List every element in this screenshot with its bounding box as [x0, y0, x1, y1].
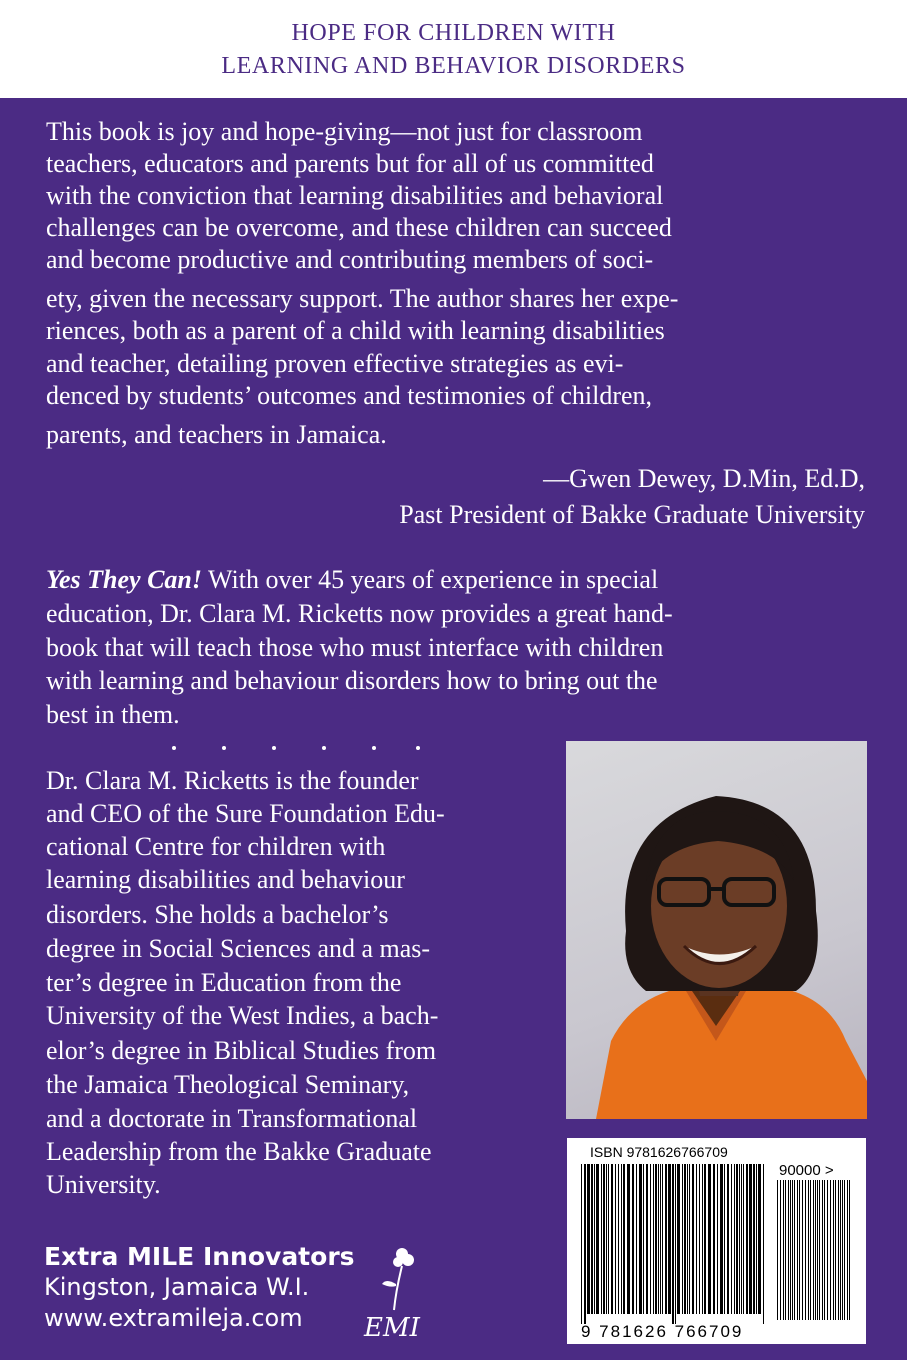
barcode-bar — [753, 1164, 755, 1314]
barcode-bar — [777, 1180, 778, 1320]
barcode-bar — [720, 1164, 723, 1314]
bio-line: and a doctorate in Transformational — [46, 1104, 418, 1133]
barcode-bar — [662, 1164, 663, 1314]
endorsement-line: This book is joy and hope-giving—not just for classroom — [46, 117, 643, 146]
header-title-line-1: HOPE FOR CHILDREN WITH — [291, 20, 616, 46]
barcode-bar — [736, 1164, 738, 1314]
barcode-bar — [584, 1164, 586, 1324]
description-line: best in them. — [46, 700, 180, 729]
barcode-bar — [665, 1164, 667, 1314]
isbn-barcode — [567, 1138, 866, 1344]
author-photo — [566, 741, 867, 1119]
barcode-bar — [731, 1164, 732, 1314]
barcode-bar — [594, 1164, 595, 1314]
barcode-bar — [792, 1180, 793, 1320]
bio-line: disorders. She holds a bachelor’s — [46, 900, 389, 929]
barcode-bar — [758, 1164, 761, 1314]
barcode-bar — [813, 1180, 814, 1320]
barcode-bar — [724, 1164, 725, 1314]
barcode-bar — [780, 1180, 781, 1320]
barcode-bar — [704, 1164, 706, 1314]
barcode-bar — [658, 1164, 659, 1314]
barcode-bar — [727, 1164, 729, 1314]
divider-dot — [372, 746, 376, 750]
barcode-bar — [636, 1164, 637, 1314]
barcode-bar — [756, 1164, 757, 1314]
barcode-bar — [687, 1164, 688, 1314]
barcode-bar — [815, 1180, 816, 1320]
barcode-bar — [581, 1164, 582, 1324]
book-title-emphasis: Yes They Can! — [46, 565, 202, 594]
barcode-bar — [623, 1164, 625, 1314]
endorsement-line: riences, both as a parent of a child with learning disabilities — [46, 316, 665, 345]
barcode-bar — [618, 1164, 619, 1314]
endorsement-line: teachers, educators and parents but for all of us committed — [46, 149, 654, 178]
barcode-bar — [743, 1164, 744, 1314]
barcode-bar — [849, 1180, 850, 1320]
barcode-bar — [794, 1180, 795, 1320]
barcode-bar — [734, 1164, 735, 1314]
barcode-bar — [749, 1164, 752, 1314]
isbn-digits: 9 781626 766709 — [581, 1322, 744, 1341]
bio-line: learning disabilities and behaviour — [46, 865, 405, 894]
barcode-bar — [805, 1180, 806, 1320]
barcode-bar — [668, 1164, 671, 1314]
barcode-bars-addon — [775, 1180, 855, 1325]
barcode-bar — [788, 1180, 789, 1320]
barcode-bar — [675, 1164, 676, 1324]
publisher-website[interactable]: www.extramileja.com — [44, 1304, 303, 1332]
publisher-logo — [358, 1240, 424, 1340]
barcode-bar — [677, 1164, 680, 1314]
description-line-rest: With over 45 years of experience in special — [202, 565, 659, 594]
barcode-bar — [643, 1164, 644, 1314]
endorsement-line: denced by students’ outcomes and testimonies of children, — [46, 381, 653, 410]
barcode-bar — [783, 1180, 784, 1320]
description-line: book that will teach those who must interface with children — [46, 633, 664, 662]
price-code: 90000 > — [779, 1162, 834, 1179]
bio-line: and CEO of the Sure Foundation Edu- — [46, 799, 445, 828]
endorsement-line: with the conviction that learning disabilities and behavioral — [46, 181, 664, 210]
bio-line: the Jamaica Theological Seminary, — [46, 1070, 410, 1099]
description-line — [46, 565, 658, 595]
bio-line: Dr. Clara M. Ricketts is the founder — [46, 766, 419, 795]
barcode-bar — [689, 1164, 690, 1314]
barcode-bar — [611, 1164, 613, 1314]
header-title-line-2: LEARNING AND BEHAVIOR DISORDERS — [221, 53, 686, 79]
bio-line: University. — [46, 1170, 161, 1199]
barcode-bar — [797, 1180, 798, 1320]
description-line: with learning and behaviour disorders how to bring out the — [46, 666, 658, 695]
barcode-bar — [822, 1180, 823, 1320]
divider-dot — [322, 746, 326, 750]
barcode-bar — [817, 1180, 818, 1320]
barcode-bar — [790, 1180, 791, 1320]
barcode-bar — [632, 1164, 634, 1314]
barcode-bar — [621, 1164, 622, 1314]
bio-line: degree in Social Sciences and a mas- — [46, 934, 431, 963]
barcode-bar — [819, 1180, 820, 1320]
barcode-bar — [708, 1164, 711, 1314]
section-divider-dots — [160, 738, 440, 758]
barcode-bar — [763, 1164, 764, 1324]
barcode-bar — [824, 1180, 825, 1320]
barcode-bar — [830, 1180, 831, 1320]
barcode-bar — [739, 1164, 740, 1314]
barcode-bar — [741, 1164, 742, 1314]
barcode-bar — [596, 1164, 599, 1314]
bio-line: cational Centre for children with — [46, 832, 386, 861]
header-band — [0, 0, 907, 98]
barcode-bar — [847, 1180, 848, 1320]
barcode-bar — [646, 1164, 648, 1314]
description-line: education, Dr. Clara M. Ricketts now provides a great hand- — [46, 599, 673, 628]
divider-dot — [272, 746, 276, 750]
barcode-bar — [785, 1180, 786, 1320]
barcode-bar — [696, 1164, 697, 1314]
barcode-bar — [844, 1180, 845, 1320]
barcode-bar — [627, 1164, 630, 1314]
author-portrait-illustration — [566, 741, 867, 1119]
barcode-bar — [639, 1164, 642, 1314]
endorsement-line: and teacher, detailing proven effective strategies as evi- — [46, 349, 624, 378]
divider-dot — [172, 746, 176, 750]
barcode-bar — [603, 1164, 605, 1314]
publisher-city: Kingston, Jamaica W.I. — [44, 1273, 310, 1301]
barcode-bar — [746, 1164, 748, 1314]
barcode-bar — [591, 1164, 593, 1314]
endorsement-line: and become productive and contributing members of soci- — [46, 245, 654, 274]
endorsement-line: ety, given the necessary support. The author shares her expe- — [46, 284, 679, 313]
divider-dot — [222, 746, 226, 750]
bio-line: elor’s degree in Biblical Studies from — [46, 1036, 437, 1065]
barcode-bar — [833, 1180, 834, 1320]
divider-dot — [416, 746, 420, 750]
barcode-bar — [608, 1164, 609, 1314]
barcode-bar — [606, 1164, 607, 1314]
bio-line: ter’s degree in Education from the — [46, 968, 402, 997]
barcode-bar — [601, 1164, 602, 1314]
publisher-name: Extra MILE Innovators — [44, 1242, 355, 1271]
flower-icon — [382, 1248, 414, 1310]
barcode-bar — [802, 1180, 803, 1320]
barcode-bar — [835, 1180, 836, 1320]
endorsement-attribution-name: —Gwen Dewey, D.Min, Ed.D, — [543, 464, 865, 493]
barcode-bar — [808, 1180, 809, 1320]
barcode-bar — [842, 1180, 843, 1320]
endorsement-line: parents, and teachers in Jamaica. — [46, 420, 387, 449]
barcode-bar — [692, 1164, 694, 1314]
bio-line: University of the West Indies, a bach- — [46, 1001, 439, 1030]
isbn-label: ISBN 9781626766709 — [590, 1144, 728, 1160]
barcode-bar — [827, 1180, 828, 1320]
barcode-bar — [653, 1164, 654, 1314]
barcode-bars-main — [579, 1164, 769, 1324]
barcode-bar — [655, 1164, 657, 1314]
barcode-bar — [615, 1164, 616, 1314]
barcode-bar — [672, 1164, 674, 1324]
barcode-bar — [682, 1164, 683, 1314]
logo-text: EMI — [364, 1313, 420, 1340]
barcode-bar — [799, 1180, 800, 1320]
barcode-bar — [650, 1164, 651, 1314]
barcode-bar — [838, 1180, 839, 1320]
barcode-bar — [713, 1164, 715, 1314]
barcode-bar — [684, 1164, 686, 1314]
barcode-bar — [702, 1164, 703, 1314]
endorsement-attribution-title: Past President of Bakke Graduate University — [399, 500, 865, 529]
barcode-bar — [717, 1164, 718, 1314]
barcode-bar — [660, 1164, 661, 1314]
barcode-bar — [810, 1180, 811, 1320]
barcode-bar — [840, 1180, 841, 1320]
barcode-bar — [699, 1164, 700, 1314]
bio-line: Leadership from the Bakke Graduate — [46, 1137, 432, 1166]
barcode-bar — [587, 1164, 590, 1314]
endorsement-line: challenges can be overcome, and these children can succeed — [46, 213, 672, 242]
